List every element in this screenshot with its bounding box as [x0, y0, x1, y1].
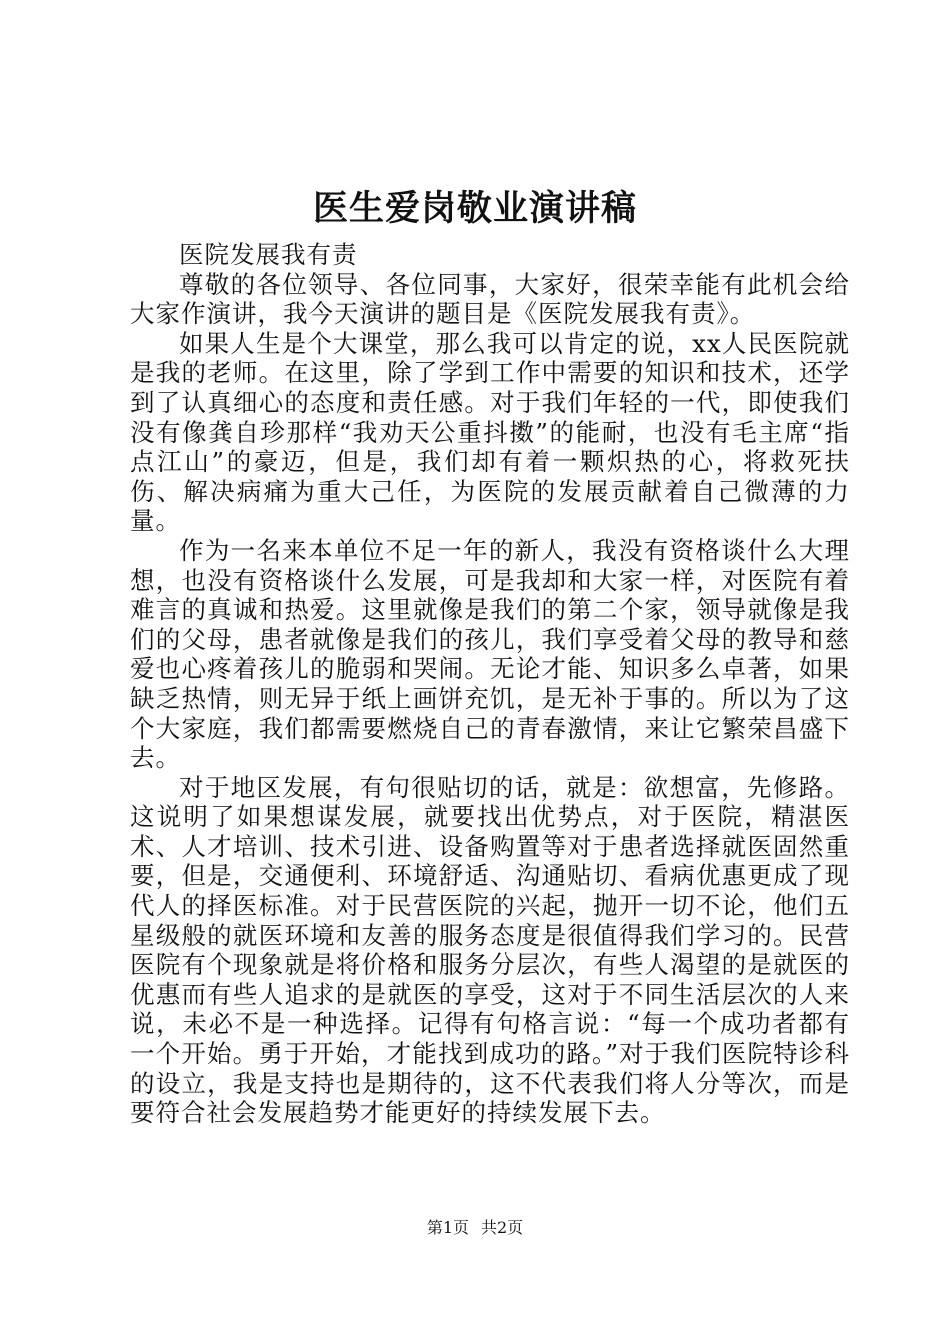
- page-total: 共2页: [481, 1218, 524, 1237]
- body-paragraph: 如果人生是个大课堂，那么我可以肯定的说，xx人民医院就是我的老师。在这里，除了学到工作中需要的知识和技术，还学到了认真细心的态度和责任感。对于我们年轻的一代，即使我们没有像龚自珍那样“我劝天公重抖擞”的能耐，也没有毛主席“指点江山”的豪迈，但是，我们却有着一颗炽热的心，将救死扶伤、解决病痛为重大己任，为医院的发展贡献着自己微薄的力量。: [130, 328, 850, 536]
- page-number: 第1页: [426, 1218, 469, 1237]
- body-paragraph: 对于地区发展，有句很贴切的话，就是：欲想富，先修路。这说明了如果想谋发展，就要找出优势点，对于医院，精湛医术、人才培训、技术引进、设备购置等对于患者选择就医固然重要，但是，交通便利、环境舒适、沟通贴切、看病优惠更成了现代人的择医标准。对于民营医院的兴起，抛开一切不论，他们五星级般的就医环境和友善的服务态度是很值得我们学习的。民营医院有个现象就是将价格和服务分层次，有些人渴望的是就医的优惠而有些人追求的是就医的享受，这对于不同生活层次的人来说，未必不是一种选择。记得有句格言说：“每一个成功者都有一个开始。勇于开始，才能找到成功的路。”对于我们医院特诊科的设立，我是支持也是期待的，这不代表我们将人分等次，而是要符合社会发展趋势才能更好的持续发展下去。: [130, 772, 850, 1128]
- greeting-paragraph: 尊敬的各位领导、各位同事，大家好，很荣幸能有此机会给大家作演讲，我今天演讲的题目是《医院发展我有责》。: [130, 269, 850, 329]
- page-footer: [0, 1218, 950, 1238]
- body-paragraph: 作为一名来本单位不足一年的新人，我没有资格谈什么大理想，也没有资格谈什么发展，可是我却和大家一样，对医院有着难言的真诚和热爱。这里就像是我们的第二个家，领导就像是我们的父母，患者就像是我们的孩儿，我们享受着父母的教导和慈爱也心疼着孩儿的脆弱和哭闹。无论才能、知识多么卓著，如果缺乏热情，则无异于纸上画饼充饥，是无补于事的。所以为了这个大家庭，我们都需要燃烧自己的青春激情，来让它繁荣昌盛下去。: [130, 535, 850, 773]
- document-body: [130, 240, 850, 1128]
- document-title: 医生爱岗敬业演讲稿: [312, 188, 637, 229]
- subtitle-paragraph: 医院发展我有责: [179, 240, 358, 269]
